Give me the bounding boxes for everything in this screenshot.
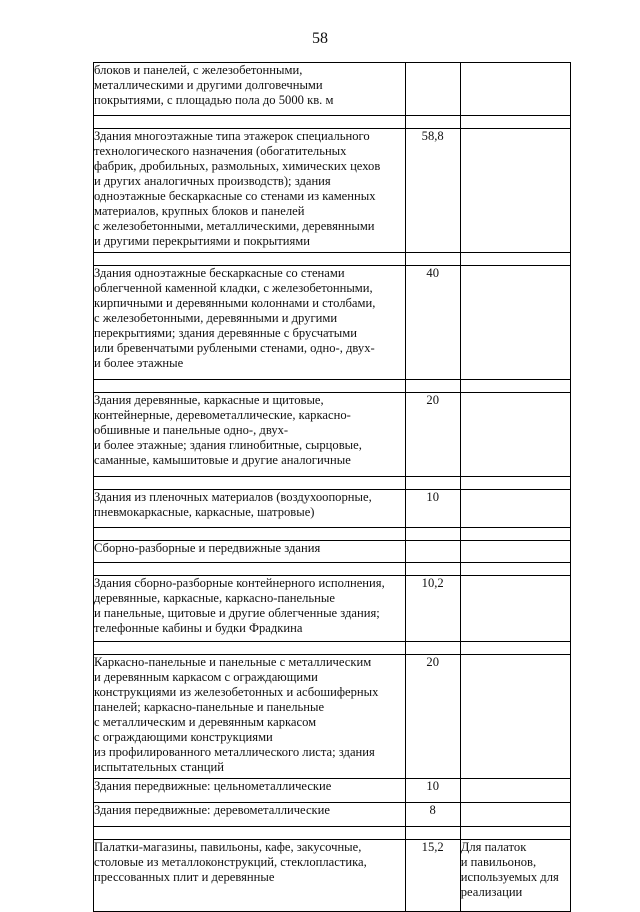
description-line: из профилированного металлического листа; здания <box>94 745 375 759</box>
description-line: конструкциями из железобетонных и асбошиферных <box>94 685 379 699</box>
description-line: панелей; каркасно-панельные и панельные <box>94 700 325 714</box>
description-line: облегченной каменной кладки, с железобетонными, <box>94 281 373 295</box>
description-line: одноэтажные бескаркасные со стенами из каменных <box>94 189 376 203</box>
table-row <box>94 266 571 380</box>
note-line: используемых для <box>460 870 559 884</box>
description-line: телефонные кабины и будки Фрадкина <box>94 621 303 635</box>
table-row <box>94 803 571 827</box>
table-body <box>94 63 571 912</box>
row-spacer <box>94 827 571 840</box>
description-line: Здания многоэтажные типа этажерок специального <box>94 129 370 143</box>
row-description <box>94 63 406 116</box>
row-note <box>460 63 570 116</box>
row-value <box>405 541 460 563</box>
description-line: пневмокаркасные, каркасные, шатровые) <box>94 505 315 519</box>
row-description <box>94 266 406 380</box>
row-description <box>94 393 406 477</box>
row-value: 10,2 <box>405 576 460 642</box>
description-line: технологического назначения (обогатительных <box>94 144 347 158</box>
table-row <box>94 129 571 253</box>
table-row <box>94 840 571 912</box>
row-description <box>94 655 406 779</box>
row-value: 10 <box>405 490 460 528</box>
row-description <box>94 779 406 803</box>
row-spacer <box>94 477 571 490</box>
row-note <box>460 655 570 779</box>
row-spacer <box>94 380 571 393</box>
description-line: Палатки-магазины, павильоны, кафе, закусочные, <box>94 840 362 854</box>
row-description <box>94 576 406 642</box>
description-line: блоков и панелей, с железобетонными, <box>94 63 303 77</box>
row-description <box>94 129 406 253</box>
description-line: и других аналогичных производств); здания <box>94 174 331 188</box>
description-line: фабрик, дробильных, размольных, химических цехов <box>94 159 381 173</box>
row-value: 20 <box>405 393 460 477</box>
description-line: и деревянным каркасом с ограждающими <box>94 670 318 684</box>
table-row <box>94 779 571 803</box>
row-value: 10 <box>405 779 460 803</box>
row-description <box>94 541 406 563</box>
table-row <box>94 63 571 116</box>
description-line: металлическими и другими долговечными <box>94 78 323 92</box>
row-note <box>460 803 570 827</box>
row-description <box>94 840 406 912</box>
description-line: Здания сборно-разборные контейнерного исполнения, <box>94 576 385 590</box>
description-line: Здания передвижные: цельнометаллические <box>94 779 332 793</box>
row-value: 58,8 <box>405 129 460 253</box>
description-line: испытательных станций <box>94 760 225 774</box>
row-description <box>94 490 406 528</box>
table-row <box>94 655 571 779</box>
description-line: контейнерные, деревометаллические, каркасно- <box>94 408 351 422</box>
row-note <box>460 490 570 528</box>
row-note <box>460 576 570 642</box>
row-note <box>460 129 570 253</box>
row-note <box>460 266 570 380</box>
table-row <box>94 576 571 642</box>
row-spacer <box>94 642 571 655</box>
description-line: прессованных плит и деревянные <box>94 870 275 884</box>
description-line: Здания одноэтажные бескаркасные со стенами <box>94 266 345 280</box>
description-line: с ограждающими конструкциями <box>94 730 273 744</box>
row-value: 20 <box>405 655 460 779</box>
description-line: или бревенчатыми рублеными стенами, одно-, двух- <box>94 341 375 355</box>
description-line: с металлическим и деревянным каркасом <box>94 715 317 729</box>
row-value <box>405 63 460 116</box>
row-spacer <box>94 116 571 129</box>
row-description <box>94 803 406 827</box>
table-row <box>94 393 571 477</box>
description-line: Каркасно-панельные и панельные с металлическим <box>94 655 372 669</box>
description-line: обшивные и панельные одно-, двух- <box>94 423 289 437</box>
description-line: перекрытиями; здания деревянные с брусчатыми <box>94 326 357 340</box>
row-value: 40 <box>405 266 460 380</box>
row-spacer <box>94 253 571 266</box>
description-line: и более этажные; здания глинобитные, сырцовые, <box>94 438 362 452</box>
table-row <box>94 541 571 563</box>
row-note <box>460 393 570 477</box>
page-number: 58 <box>312 30 328 47</box>
description-line: деревянные, каркасные, каркасно-панельные <box>94 591 335 605</box>
description-line: материалов, крупных блоков и панелей <box>94 204 305 218</box>
row-note <box>460 779 570 803</box>
note-line: реализации <box>460 885 523 899</box>
row-note <box>460 541 570 563</box>
description-line: и другими перекрытиями и покрытиями <box>94 234 311 248</box>
depreciation-norms-table <box>93 62 571 912</box>
description-line: и более этажные <box>94 356 184 370</box>
description-line: Здания из пленочных материалов (воздухоопорные, <box>94 490 372 504</box>
row-value: 8 <box>405 803 460 827</box>
description-line: столовые из металлоконструкций, стеклопластика, <box>94 855 367 869</box>
description-line: саманные, камышитовые и другие аналогичные <box>94 453 351 467</box>
row-spacer <box>94 563 571 576</box>
description-line: с железобетонными, металлическими, деревянными <box>94 219 375 233</box>
description-line: Здания деревянные, каркасные и щитовые, <box>94 393 324 407</box>
description-line: Здания передвижные: деревометаллические <box>94 803 330 817</box>
description-line: и панельные, щитовые и другие облегченные здания; <box>94 606 380 620</box>
note-line: Для палаток <box>460 840 527 854</box>
row-spacer <box>94 528 571 541</box>
row-note <box>460 840 570 912</box>
section-heading: Сборно-разборные и передвижные здания <box>94 541 321 555</box>
description-line: кирпичными и деревянными колоннами и столбами, <box>94 296 376 310</box>
row-value: 15,2 <box>405 840 460 912</box>
description-line: покрытиями, с площадью пола до 5000 кв. м <box>94 93 334 107</box>
table-row <box>94 490 571 528</box>
description-line: с железобетонными, деревянными и другими <box>94 311 338 325</box>
note-line: и павильонов, <box>460 855 537 869</box>
